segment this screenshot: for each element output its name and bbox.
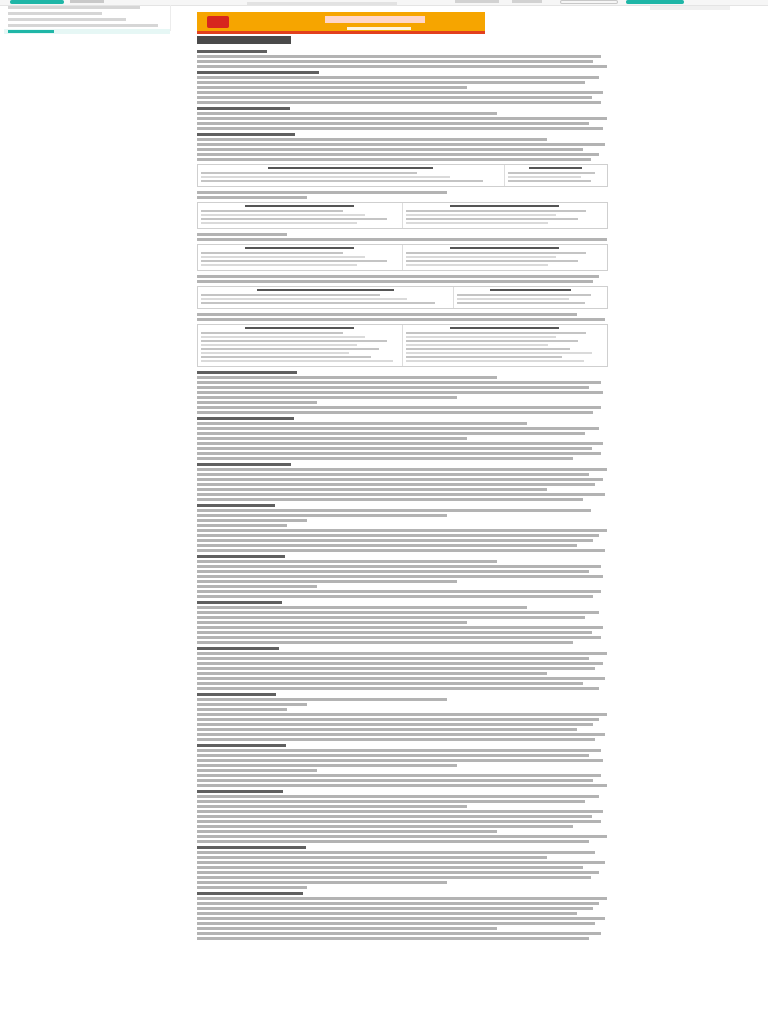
table-header [245, 205, 354, 207]
search-input[interactable] [650, 6, 730, 10]
paragraph-line [197, 437, 467, 440]
table-cell [201, 176, 450, 178]
table-header [490, 289, 571, 291]
paragraph-line [197, 708, 287, 711]
table-column [198, 203, 403, 228]
section-heading [197, 790, 283, 793]
table-header [529, 167, 582, 169]
paragraph-line [197, 774, 601, 777]
paragraph-line [197, 815, 592, 818]
paragraph-line [197, 376, 497, 379]
paragraph-line [197, 595, 593, 598]
paragraph-line [197, 871, 599, 874]
banner-headline [325, 16, 425, 23]
section-heading [197, 71, 319, 74]
table-cell [201, 210, 343, 212]
paragraph-line [197, 386, 589, 389]
table-cell [201, 264, 357, 266]
paragraph-line [197, 840, 589, 843]
paragraph-line [197, 784, 607, 787]
table-cell [406, 214, 557, 216]
paragraph-line [197, 138, 547, 141]
paragraph-line [197, 912, 577, 915]
paragraph-line [197, 626, 603, 629]
section-heading [197, 107, 290, 110]
table-cell [406, 252, 587, 254]
table-column [505, 165, 607, 186]
paragraph-line [197, 483, 595, 486]
paragraph-line [197, 191, 447, 194]
paragraph-line [197, 902, 599, 905]
paragraph-line [197, 881, 447, 884]
table-cell [457, 298, 569, 300]
breadcrumb[interactable] [247, 2, 397, 5]
section-heading [197, 647, 279, 650]
nav-link-1[interactable] [455, 0, 499, 3]
paragraph-line [197, 590, 601, 593]
table-cell [201, 356, 371, 358]
table-cell [201, 294, 380, 296]
paragraph-line [197, 238, 607, 241]
brand-name[interactable] [70, 0, 104, 3]
paragraph-line [197, 158, 591, 161]
table-cell [508, 176, 581, 178]
paragraph-line [197, 585, 317, 588]
paragraph-line [197, 493, 605, 496]
table-cell [201, 298, 407, 300]
banner-subline [347, 27, 411, 30]
paragraph-line [197, 86, 467, 89]
paragraph-line [197, 560, 497, 563]
paragraph-line [197, 800, 585, 803]
paragraph-line [197, 682, 583, 685]
paragraph-line [197, 713, 607, 716]
sidebar-divider [170, 5, 171, 31]
table-cell [201, 344, 357, 346]
table-cell [457, 302, 585, 304]
paragraph-line [197, 652, 607, 655]
paragraph-line [197, 856, 547, 859]
paragraph-line [197, 544, 577, 547]
paragraph-line [197, 411, 593, 414]
table-column [198, 165, 505, 186]
table-column [198, 287, 454, 308]
paragraph-line [197, 662, 603, 665]
section-heading [197, 892, 303, 895]
paragraph-line [197, 91, 603, 94]
section-heading [197, 371, 297, 374]
section-heading [197, 744, 286, 747]
table-cell [406, 356, 563, 358]
paragraph-line [197, 524, 287, 527]
table-column [403, 203, 608, 228]
paragraph-line [197, 442, 603, 445]
sidebar-item[interactable] [4, 17, 170, 22]
table-cell [406, 264, 549, 266]
paragraph-line [197, 498, 583, 501]
table-cell [201, 360, 393, 362]
section-heading [197, 601, 282, 604]
paragraph-line [197, 381, 601, 384]
paragraph-line [197, 143, 605, 146]
paragraph-line [197, 112, 497, 115]
table-header [450, 247, 559, 249]
paragraph-line [197, 917, 605, 920]
paragraph-line [197, 457, 573, 460]
table-cell [406, 260, 579, 262]
table-cell [406, 344, 549, 346]
paragraph-line [197, 549, 605, 552]
paragraph-line [197, 795, 599, 798]
sidebar-item[interactable] [4, 11, 170, 16]
sidebar-item[interactable] [4, 5, 170, 10]
paragraph-line [197, 519, 307, 522]
header-button-2[interactable] [626, 0, 684, 4]
paragraph-line [197, 534, 599, 537]
table-cell [201, 352, 349, 354]
paragraph-line [197, 127, 603, 130]
paragraph-line [197, 313, 577, 316]
paragraph-line [197, 723, 593, 726]
table-column [454, 287, 607, 308]
table-cell [406, 222, 549, 224]
paragraph-line [197, 636, 601, 639]
paragraph-line [197, 96, 592, 99]
table-column [198, 245, 403, 270]
paragraph-line [197, 473, 589, 476]
nav-link-2[interactable] [512, 0, 542, 3]
table-header [245, 327, 354, 329]
table-header [450, 205, 559, 207]
table-cell [201, 180, 483, 182]
table-cell [508, 180, 592, 182]
paragraph-line [197, 148, 583, 151]
paragraph-line [197, 468, 607, 471]
paragraph-line [197, 60, 593, 63]
paragraph-line [197, 698, 447, 701]
paragraph-line [197, 514, 447, 517]
paragraph-line [197, 759, 603, 762]
table-cell [201, 218, 387, 220]
paragraph-line [197, 401, 317, 404]
paragraph-line [197, 876, 591, 879]
section-heading [197, 417, 294, 420]
paragraph-line [197, 733, 605, 736]
paragraph-line [197, 616, 585, 619]
table-cell [201, 260, 387, 262]
page-title [197, 36, 291, 44]
paragraph-line [197, 570, 589, 573]
paragraph-line [197, 580, 457, 583]
section-heading [197, 693, 276, 696]
paragraph-line [197, 427, 599, 430]
paragraph-line [197, 779, 593, 782]
table-cell [201, 214, 365, 216]
paragraph-line [197, 76, 599, 79]
section-heading [197, 463, 291, 466]
sidebar-item-active[interactable] [4, 29, 170, 34]
paragraph-line [197, 861, 605, 864]
table-header [245, 247, 354, 249]
paragraph-line [197, 280, 593, 283]
paragraph-line [197, 886, 307, 889]
paragraph-line [197, 805, 467, 808]
paragraph-line [197, 452, 601, 455]
paragraph-line [197, 769, 317, 772]
paragraph-line [197, 830, 497, 833]
section-heading [197, 504, 275, 507]
comparison-table [197, 324, 608, 367]
paragraph-line [197, 611, 599, 614]
paragraph-line [197, 728, 577, 731]
table-cell [406, 210, 587, 212]
section-heading [197, 50, 267, 53]
paragraph-line [197, 478, 603, 481]
table-header [450, 327, 559, 329]
paragraph-line [197, 937, 589, 940]
paragraph-line [197, 897, 607, 900]
paragraph-line [197, 65, 607, 68]
paragraph-line [197, 539, 593, 542]
paragraph-line [197, 406, 601, 409]
sidebar-item-label [8, 6, 140, 9]
paragraph-line [197, 447, 592, 450]
paragraph-line [197, 488, 547, 491]
paragraph-line [197, 657, 589, 660]
table-cell [406, 332, 587, 334]
table-cell [201, 348, 379, 350]
paragraph-line [197, 422, 527, 425]
paragraph-line [197, 754, 589, 757]
table-cell [406, 352, 593, 354]
paragraph-line [197, 866, 583, 869]
paragraph-line [197, 641, 573, 644]
comparison-table [197, 164, 608, 187]
paragraph-line [197, 565, 601, 568]
table-cell [406, 360, 585, 362]
sidebar-item-label [8, 18, 126, 21]
banner-food-image [207, 16, 229, 28]
table-cell [508, 172, 596, 174]
paragraph-line [197, 922, 595, 925]
paragraph-line [197, 907, 593, 910]
paragraph-line [197, 318, 605, 321]
paragraph-line [197, 667, 595, 670]
paragraph-line [197, 233, 287, 236]
table-cell [406, 340, 579, 342]
paragraph-line [197, 122, 589, 125]
paragraph-line [197, 932, 601, 935]
table-cell [201, 252, 343, 254]
section-heading [197, 555, 285, 558]
comparison-table [197, 244, 608, 271]
table-column [403, 325, 608, 366]
paragraph-line [197, 703, 307, 706]
paragraph-line [197, 432, 585, 435]
table-header [257, 289, 394, 291]
sidebar-item[interactable] [4, 23, 170, 28]
header-button-1[interactable] [560, 0, 618, 4]
paragraph-line [197, 825, 573, 828]
site-logo[interactable] [10, 0, 64, 4]
paragraph-line [197, 738, 595, 741]
table-column [403, 245, 608, 270]
paragraph-line [197, 820, 601, 823]
paragraph-line [197, 275, 599, 278]
paragraph-line [197, 677, 605, 680]
paragraph-line [197, 117, 607, 120]
table-cell [201, 256, 365, 258]
paragraph-line [197, 621, 467, 624]
paragraph-line [197, 672, 547, 675]
paragraph-line [197, 529, 607, 532]
table-cell [201, 340, 387, 342]
table-cell [406, 348, 571, 350]
paragraph-line [197, 396, 457, 399]
table-cell [406, 336, 557, 338]
section-heading [197, 133, 295, 136]
table-cell [201, 172, 417, 174]
paragraph-line [197, 851, 595, 854]
paragraph-line [197, 196, 307, 199]
paragraph-line [197, 575, 603, 578]
paragraph-line [197, 55, 601, 58]
paragraph-line [197, 509, 591, 512]
paragraph-line [197, 764, 457, 767]
paragraph-line [197, 101, 601, 104]
table-cell [201, 336, 365, 338]
paragraph-line [197, 749, 601, 752]
section-heading [197, 846, 306, 849]
table-cell [201, 222, 357, 224]
sidebar-item-label [8, 12, 102, 15]
paragraph-line [197, 606, 527, 609]
sidebar-item-label [8, 30, 54, 33]
table-cell [201, 302, 435, 304]
table-header [268, 167, 433, 169]
paragraph-line [197, 718, 599, 721]
table-cell [201, 332, 343, 334]
paragraph-line [197, 391, 603, 394]
paragraph-line [197, 835, 607, 838]
paragraph-line [197, 687, 599, 690]
paragraph-line [197, 81, 585, 84]
article-body [197, 47, 608, 942]
table-cell [457, 294, 591, 296]
sidebar-item-label [8, 24, 158, 27]
promo-banner[interactable] [197, 12, 485, 34]
table-cell [406, 218, 579, 220]
comparison-table [197, 286, 608, 309]
table-column [198, 325, 403, 366]
paragraph-line [197, 153, 599, 156]
table-cell [406, 256, 557, 258]
paragraph-line [197, 927, 497, 930]
paragraph-line [197, 810, 603, 813]
paragraph-line [197, 631, 592, 634]
comparison-table [197, 202, 608, 229]
sidebar [4, 5, 170, 35]
